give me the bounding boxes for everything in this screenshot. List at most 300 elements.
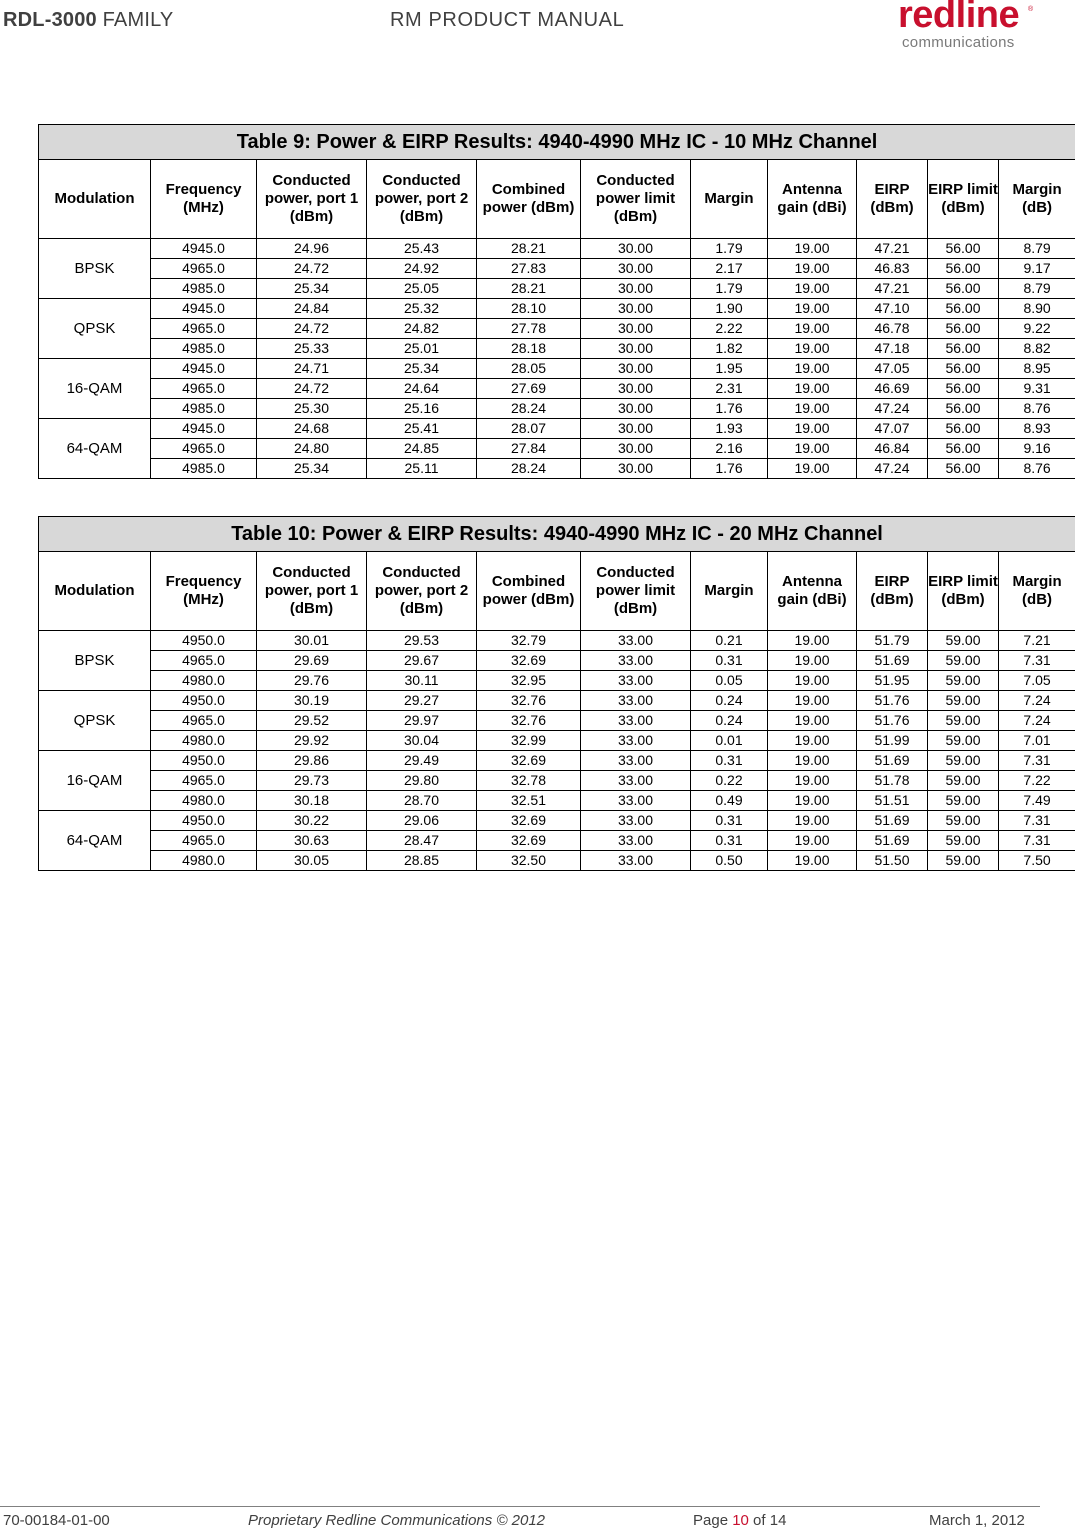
table-row — [39, 731, 1075, 751]
header-row — [39, 160, 1075, 239]
value-cell: 19.00 — [768, 299, 857, 319]
table-10 — [38, 516, 1075, 871]
value-cell: 24.72 — [257, 259, 367, 279]
product-family-suffix: FAMILY — [96, 9, 174, 31]
value-cell: 28.24 — [477, 459, 581, 479]
table-row — [39, 379, 1075, 399]
value-cell: 33.00 — [581, 831, 691, 851]
value-cell: 19.00 — [768, 339, 857, 359]
value-cell: 28.10 — [477, 299, 581, 319]
value-cell: 30.00 — [581, 459, 691, 479]
value-cell: 59.00 — [928, 811, 999, 831]
value-cell: 30.00 — [581, 259, 691, 279]
table-row — [39, 419, 1075, 439]
value-cell: 30.00 — [581, 379, 691, 399]
value-cell: 29.92 — [257, 731, 367, 751]
value-cell: 56.00 — [928, 339, 999, 359]
value-cell: 46.78 — [857, 319, 928, 339]
value-cell: 27.69 — [477, 379, 581, 399]
value-cell: 30.00 — [581, 319, 691, 339]
value-cell: 56.00 — [928, 259, 999, 279]
value-cell: 56.00 — [928, 319, 999, 339]
value-cell: 30.00 — [581, 279, 691, 299]
value-cell: 46.83 — [857, 259, 928, 279]
table-row — [39, 259, 1075, 279]
value-cell: 46.84 — [857, 439, 928, 459]
logo-registered: ® — [1028, 6, 1034, 13]
value-cell: 24.71 — [257, 359, 367, 379]
table-title: Table 9: Power & EIRP Results: 4940-4990 MHz IC - 10 MHz Channel — [39, 125, 1075, 160]
value-cell: 32.50 — [477, 851, 581, 871]
value-cell: 0.24 — [691, 691, 768, 711]
value-cell: 33.00 — [581, 711, 691, 731]
value-cell: 56.00 — [928, 419, 999, 439]
value-cell: 32.69 — [477, 651, 581, 671]
table-row — [39, 691, 1075, 711]
value-cell: 29.27 — [367, 691, 477, 711]
value-cell: 59.00 — [928, 691, 999, 711]
column-header: Conducted power limit (dBm) — [581, 552, 691, 631]
value-cell: 19.00 — [768, 259, 857, 279]
value-cell: 56.00 — [928, 459, 999, 479]
value-cell: 7.24 — [999, 711, 1075, 731]
value-cell: 47.10 — [857, 299, 928, 319]
value-cell: 27.83 — [477, 259, 581, 279]
logo-word: redline — [898, 0, 1020, 36]
proprietary-notice — [248, 1512, 545, 1529]
value-cell: 30.00 — [581, 339, 691, 359]
value-cell: 32.76 — [477, 691, 581, 711]
column-header: EIRP (dBm) — [857, 552, 928, 631]
table-row — [39, 279, 1075, 299]
value-cell: 4985.0 — [151, 399, 257, 419]
value-cell: 2.31 — [691, 379, 768, 399]
value-cell: 25.34 — [367, 359, 477, 379]
value-cell: 24.84 — [257, 299, 367, 319]
value-cell: 4950.0 — [151, 631, 257, 651]
value-cell: 19.00 — [768, 359, 857, 379]
value-cell: 28.21 — [477, 239, 581, 259]
column-header: Antenna gain (dBi) — [768, 552, 857, 631]
value-cell: 29.73 — [257, 771, 367, 791]
value-cell: 51.69 — [857, 831, 928, 851]
value-cell: 30.11 — [367, 671, 477, 691]
value-cell: 4950.0 — [151, 751, 257, 771]
modulation-cell: 64-QAM — [39, 811, 151, 871]
modulation-cell: QPSK — [39, 691, 151, 751]
value-cell: 4985.0 — [151, 339, 257, 359]
value-cell: 8.93 — [999, 419, 1075, 439]
column-header: Conducted power, port 1 (dBm) — [257, 552, 367, 631]
value-cell: 47.21 — [857, 239, 928, 259]
value-cell: 28.18 — [477, 339, 581, 359]
value-cell: 0.24 — [691, 711, 768, 731]
value-cell: 33.00 — [581, 751, 691, 771]
value-cell: 30.00 — [581, 419, 691, 439]
value-cell: 32.69 — [477, 811, 581, 831]
value-cell: 27.84 — [477, 439, 581, 459]
value-cell: 4945.0 — [151, 239, 257, 259]
value-cell: 8.90 — [999, 299, 1075, 319]
value-cell: 8.79 — [999, 279, 1075, 299]
value-cell: 32.76 — [477, 711, 581, 731]
column-header: Conducted power, port 2 (dBm) — [367, 552, 477, 631]
table-row — [39, 399, 1075, 419]
value-cell: 30.18 — [257, 791, 367, 811]
value-cell: 24.68 — [257, 419, 367, 439]
value-cell: 2.22 — [691, 319, 768, 339]
value-cell: 4965.0 — [151, 379, 257, 399]
value-cell: 47.18 — [857, 339, 928, 359]
value-cell: 19.00 — [768, 651, 857, 671]
value-cell: 30.00 — [581, 439, 691, 459]
column-header: EIRP (dBm) — [857, 160, 928, 239]
value-cell: 2.16 — [691, 439, 768, 459]
table-9 — [38, 124, 1075, 479]
value-cell: 28.85 — [367, 851, 477, 871]
value-cell: 4965.0 — [151, 771, 257, 791]
value-cell: 4965.0 — [151, 831, 257, 851]
value-cell: 59.00 — [928, 651, 999, 671]
value-cell: 25.43 — [367, 239, 477, 259]
value-cell: 7.31 — [999, 811, 1075, 831]
value-cell: 19.00 — [768, 671, 857, 691]
value-cell: 0.01 — [691, 731, 768, 751]
table-row — [39, 459, 1075, 479]
header-row — [39, 552, 1075, 631]
value-cell: 29.69 — [257, 651, 367, 671]
value-cell: 0.49 — [691, 791, 768, 811]
value-cell: 29.06 — [367, 811, 477, 831]
value-cell: 30.63 — [257, 831, 367, 851]
value-cell: 51.69 — [857, 811, 928, 831]
value-cell: 51.79 — [857, 631, 928, 651]
value-cell: 19.00 — [768, 831, 857, 851]
modulation-cell: BPSK — [39, 239, 151, 299]
value-cell: 28.24 — [477, 399, 581, 419]
value-cell: 25.41 — [367, 419, 477, 439]
value-cell: 33.00 — [581, 771, 691, 791]
value-cell: 8.95 — [999, 359, 1075, 379]
value-cell: 33.00 — [581, 811, 691, 831]
doc-number: 70-00184-01-00 — [3, 1512, 110, 1529]
value-cell: 51.95 — [857, 671, 928, 691]
column-header: Margin — [691, 160, 768, 239]
value-cell: 59.00 — [928, 751, 999, 771]
value-cell: 56.00 — [928, 399, 999, 419]
value-cell: 19.00 — [768, 399, 857, 419]
page-number: 10 — [732, 1512, 749, 1529]
value-cell: 19.00 — [768, 439, 857, 459]
value-cell: 29.80 — [367, 771, 477, 791]
table-row — [39, 771, 1075, 791]
value-cell: 33.00 — [581, 791, 691, 811]
value-cell: 51.78 — [857, 771, 928, 791]
column-header: Margin (dB) — [999, 160, 1075, 239]
value-cell: 30.00 — [581, 359, 691, 379]
value-cell: 59.00 — [928, 791, 999, 811]
table-row — [39, 339, 1075, 359]
table-row — [39, 631, 1075, 651]
doc-date: March 1, 2012 — [929, 1512, 1025, 1529]
column-header: Frequency (MHz) — [151, 160, 257, 239]
table-row — [39, 651, 1075, 671]
value-cell: 9.16 — [999, 439, 1075, 459]
value-cell: 25.16 — [367, 399, 477, 419]
table-row — [39, 751, 1075, 771]
value-cell: 7.01 — [999, 731, 1075, 751]
value-cell: 1.79 — [691, 279, 768, 299]
column-header: Conducted power, port 1 (dBm) — [257, 160, 367, 239]
value-cell: 4980.0 — [151, 731, 257, 751]
value-cell: 7.31 — [999, 651, 1075, 671]
value-cell: 30.19 — [257, 691, 367, 711]
value-cell: 25.34 — [257, 279, 367, 299]
value-cell: 25.32 — [367, 299, 477, 319]
value-cell: 25.33 — [257, 339, 367, 359]
value-cell: 51.69 — [857, 651, 928, 671]
value-cell: 51.50 — [857, 851, 928, 871]
table-row — [39, 299, 1075, 319]
value-cell: 28.07 — [477, 419, 581, 439]
value-cell: 24.80 — [257, 439, 367, 459]
value-cell: 19.00 — [768, 419, 857, 439]
table-row — [39, 711, 1075, 731]
value-cell: 47.05 — [857, 359, 928, 379]
value-cell: 19.00 — [768, 771, 857, 791]
value-cell: 8.79 — [999, 239, 1075, 259]
value-cell: 9.31 — [999, 379, 1075, 399]
value-cell: 51.99 — [857, 731, 928, 751]
value-cell: 28.47 — [367, 831, 477, 851]
column-header: EIRP limit (dBm) — [928, 552, 999, 631]
value-cell: 8.82 — [999, 339, 1075, 359]
value-cell: 0.21 — [691, 631, 768, 651]
table-row — [39, 851, 1075, 871]
value-cell: 47.21 — [857, 279, 928, 299]
value-cell: 4965.0 — [151, 319, 257, 339]
value-cell: 33.00 — [581, 851, 691, 871]
value-cell: 25.30 — [257, 399, 367, 419]
column-header: Antenna gain (dBi) — [768, 160, 857, 239]
value-cell: 7.24 — [999, 691, 1075, 711]
value-cell: 33.00 — [581, 651, 691, 671]
value-cell: 30.00 — [581, 299, 691, 319]
value-cell: 19.00 — [768, 459, 857, 479]
page-word: Page — [693, 1512, 733, 1529]
value-cell: 4945.0 — [151, 419, 257, 439]
value-cell: 4965.0 — [151, 651, 257, 671]
value-cell: 32.79 — [477, 631, 581, 651]
value-cell: 4965.0 — [151, 259, 257, 279]
modulation-cell: 64-QAM — [39, 419, 151, 479]
value-cell: 4980.0 — [151, 851, 257, 871]
value-cell: 30.00 — [581, 399, 691, 419]
table-row — [39, 811, 1075, 831]
column-header: Margin (dB) — [999, 552, 1075, 631]
value-cell: 51.51 — [857, 791, 928, 811]
table-row — [39, 319, 1075, 339]
column-header: Combined power (dBm) — [477, 160, 581, 239]
redline-logo — [898, 0, 1038, 56]
value-cell: 30.00 — [581, 239, 691, 259]
value-cell: 59.00 — [928, 711, 999, 731]
product-family — [3, 9, 173, 32]
value-cell: 19.00 — [768, 851, 857, 871]
column-header: Combined power (dBm) — [477, 552, 581, 631]
value-cell: 24.92 — [367, 259, 477, 279]
value-cell: 32.51 — [477, 791, 581, 811]
value-cell: 1.82 — [691, 339, 768, 359]
value-cell: 24.82 — [367, 319, 477, 339]
value-cell: 4985.0 — [151, 459, 257, 479]
value-cell: 1.90 — [691, 299, 768, 319]
value-cell: 33.00 — [581, 631, 691, 651]
value-cell: 9.22 — [999, 319, 1075, 339]
table-row — [39, 831, 1075, 851]
value-cell: 1.79 — [691, 239, 768, 259]
column-header: Modulation — [39, 160, 151, 239]
value-cell: 59.00 — [928, 771, 999, 791]
value-cell: 7.31 — [999, 751, 1075, 771]
value-cell: 1.95 — [691, 359, 768, 379]
value-cell: 56.00 — [928, 279, 999, 299]
value-cell: 19.00 — [768, 379, 857, 399]
value-cell: 56.00 — [928, 359, 999, 379]
value-cell: 59.00 — [928, 851, 999, 871]
value-cell: 33.00 — [581, 671, 691, 691]
value-cell: 9.17 — [999, 259, 1075, 279]
value-cell: 7.31 — [999, 831, 1075, 851]
value-cell: 25.11 — [367, 459, 477, 479]
table-row — [39, 239, 1075, 259]
value-cell: 4965.0 — [151, 439, 257, 459]
value-cell: 30.05 — [257, 851, 367, 871]
table-title: Table 10: Power & EIRP Results: 4940-4990 MHz IC - 20 MHz Channel — [39, 517, 1075, 552]
value-cell: 51.76 — [857, 711, 928, 731]
value-cell: 51.76 — [857, 691, 928, 711]
value-cell: 33.00 — [581, 691, 691, 711]
value-cell: 32.99 — [477, 731, 581, 751]
value-cell: 32.78 — [477, 771, 581, 791]
value-cell: 24.72 — [257, 319, 367, 339]
value-cell: 7.49 — [999, 791, 1075, 811]
value-cell: 0.31 — [691, 811, 768, 831]
modulation-cell: 16-QAM — [39, 359, 151, 419]
value-cell: 4945.0 — [151, 359, 257, 379]
value-cell: 59.00 — [928, 831, 999, 851]
value-cell: 4965.0 — [151, 711, 257, 731]
value-cell: 29.52 — [257, 711, 367, 731]
page-indicator — [693, 1512, 786, 1529]
value-cell: 0.31 — [691, 751, 768, 771]
value-cell: 30.01 — [257, 631, 367, 651]
proprietary-text: Proprietary Redline Communications © 2012 — [248, 1512, 546, 1529]
value-cell: 1.76 — [691, 459, 768, 479]
value-cell: 46.69 — [857, 379, 928, 399]
value-cell: 28.21 — [477, 279, 581, 299]
value-cell: 51.69 — [857, 751, 928, 771]
value-cell: 29.86 — [257, 751, 367, 771]
value-cell: 19.00 — [768, 751, 857, 771]
value-cell: 4985.0 — [151, 279, 257, 299]
modulation-cell: QPSK — [39, 299, 151, 359]
value-cell: 0.22 — [691, 771, 768, 791]
value-cell: 4950.0 — [151, 691, 257, 711]
page-header — [0, 0, 1075, 60]
value-cell: 30.04 — [367, 731, 477, 751]
value-cell: 27.78 — [477, 319, 581, 339]
value-cell: 2.17 — [691, 259, 768, 279]
value-cell: 0.05 — [691, 671, 768, 691]
product-family-name: RDL-3000 — [3, 9, 97, 31]
value-cell: 19.00 — [768, 731, 857, 751]
value-cell: 7.22 — [999, 771, 1075, 791]
value-cell: 4950.0 — [151, 811, 257, 831]
modulation-cell: 16-QAM — [39, 751, 151, 811]
page-total: of 14 — [748, 1512, 787, 1529]
column-header: Frequency (MHz) — [151, 552, 257, 631]
value-cell: 59.00 — [928, 671, 999, 691]
value-cell: 1.76 — [691, 399, 768, 419]
value-cell: 59.00 — [928, 631, 999, 651]
value-cell: 29.67 — [367, 651, 477, 671]
column-header: Conducted power limit (dBm) — [581, 160, 691, 239]
value-cell: 19.00 — [768, 279, 857, 299]
value-cell: 7.50 — [999, 851, 1075, 871]
column-header: Conducted power, port 2 (dBm) — [367, 160, 477, 239]
value-cell: 25.01 — [367, 339, 477, 359]
modulation-cell: BPSK — [39, 631, 151, 691]
value-cell: 4980.0 — [151, 671, 257, 691]
value-cell: 32.69 — [477, 751, 581, 771]
logo-subtitle: communications — [902, 34, 1015, 51]
value-cell: 7.05 — [999, 671, 1075, 691]
value-cell: 29.76 — [257, 671, 367, 691]
value-cell: 19.00 — [768, 791, 857, 811]
value-cell: 8.76 — [999, 459, 1075, 479]
value-cell: 1.93 — [691, 419, 768, 439]
value-cell: 19.00 — [768, 631, 857, 651]
value-cell: 7.21 — [999, 631, 1075, 651]
value-cell: 47.24 — [857, 399, 928, 419]
table-row — [39, 791, 1075, 811]
value-cell: 29.97 — [367, 711, 477, 731]
value-cell: 19.00 — [768, 711, 857, 731]
value-cell: 29.49 — [367, 751, 477, 771]
value-cell: 30.22 — [257, 811, 367, 831]
value-cell: 19.00 — [768, 239, 857, 259]
table-row — [39, 439, 1075, 459]
value-cell: 0.31 — [691, 831, 768, 851]
value-cell: 24.64 — [367, 379, 477, 399]
value-cell: 19.00 — [768, 319, 857, 339]
footer-divider — [0, 1506, 1040, 1507]
table-row — [39, 359, 1075, 379]
value-cell: 56.00 — [928, 379, 999, 399]
value-cell: 0.50 — [691, 851, 768, 871]
value-cell: 32.69 — [477, 831, 581, 851]
value-cell: 28.70 — [367, 791, 477, 811]
value-cell: 24.85 — [367, 439, 477, 459]
value-cell: 47.07 — [857, 419, 928, 439]
value-cell: 32.95 — [477, 671, 581, 691]
value-cell: 24.96 — [257, 239, 367, 259]
value-cell: 47.24 — [857, 459, 928, 479]
value-cell: 4945.0 — [151, 299, 257, 319]
column-header: Margin — [691, 552, 768, 631]
column-header: Modulation — [39, 552, 151, 631]
